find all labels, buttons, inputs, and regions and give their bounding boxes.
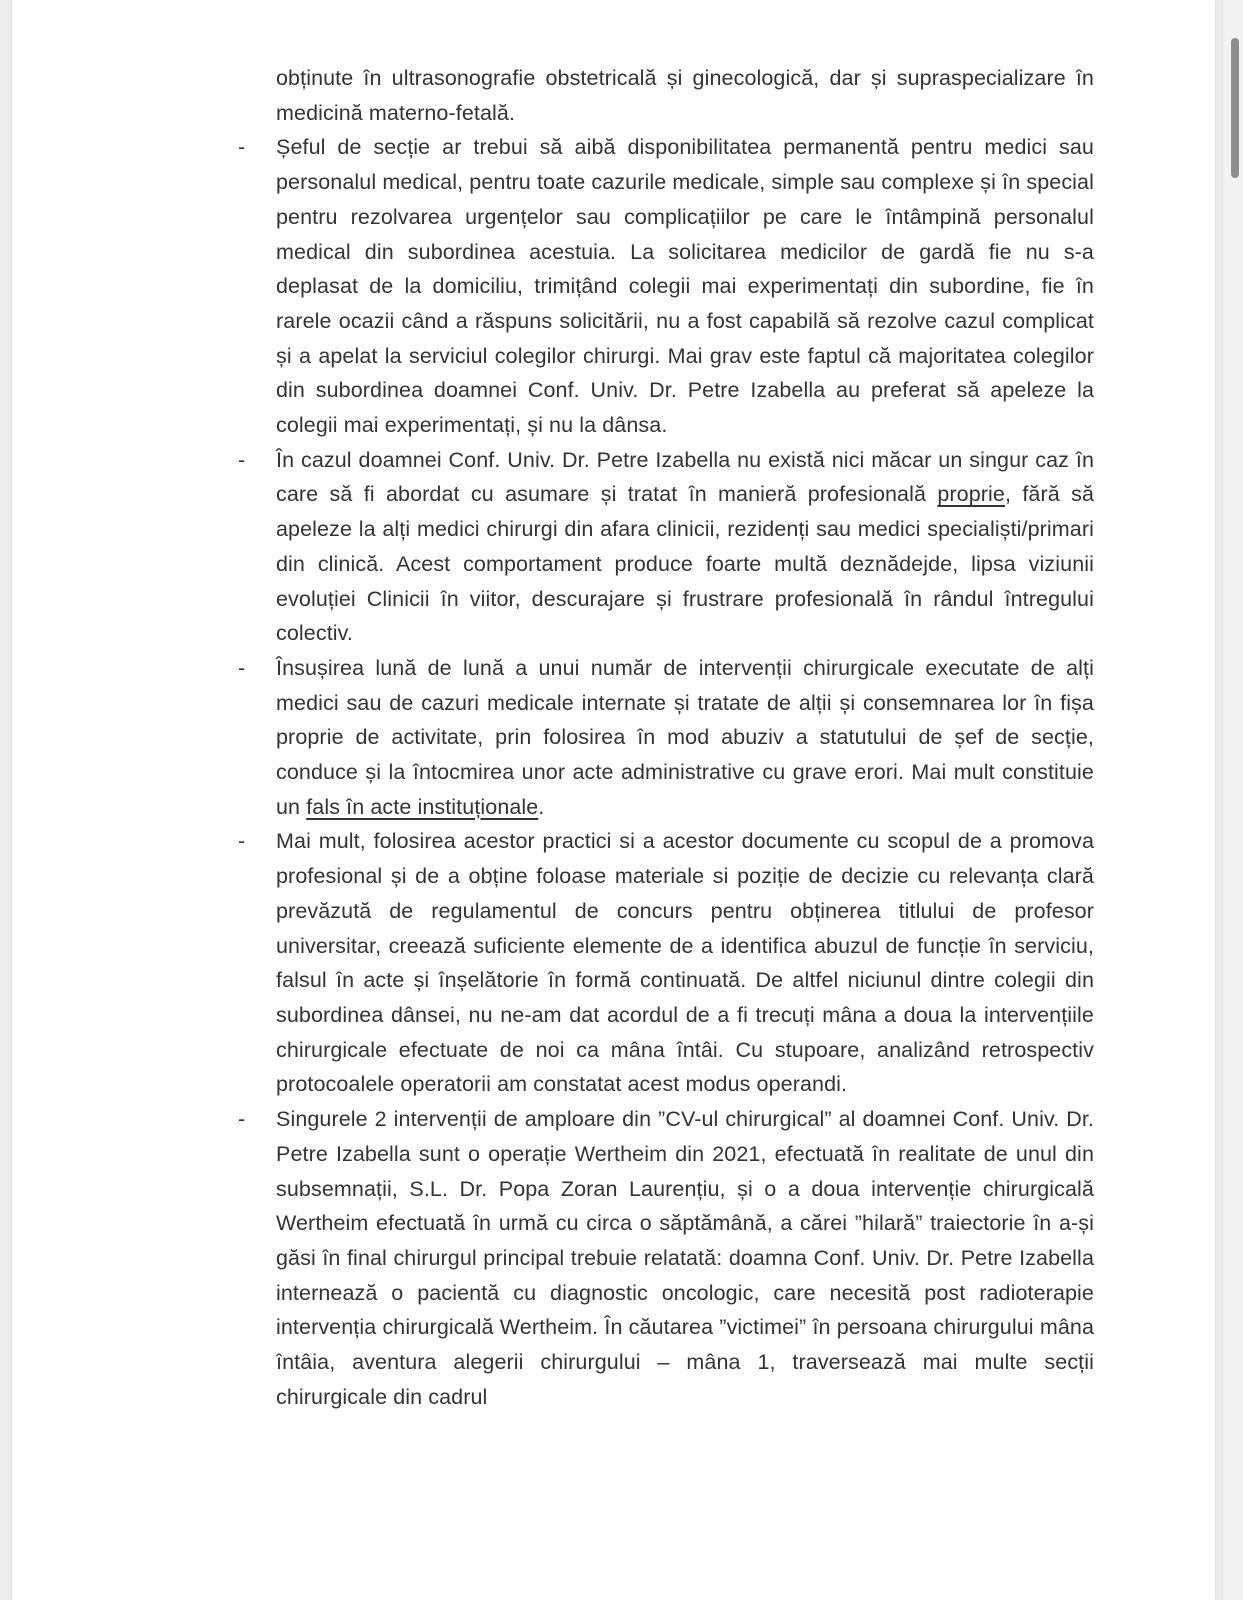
list-item-text: Însușirea lună de lună a unui număr de intervenții chirurgicale executate de alți medici sau de cazuri medicale internate și tratate de alții și consemnarea lor în fișa proprie de activitate, prin folosirea în mod abuziv a statutului de șef de secție, conduce și la întocmirea unor acte administrative cu grave erori. Mai mult constituie un	[276, 655, 1094, 819]
list-item-text: Mai mult, folosirea acestor practici si a acestor documente cu scopul de a promova profesional și de a obține foloase materiale si poziție de decizie cu relevanța clară prevăzută de regulamentul de concurs pentru obținerea titlului de profesor universitar, creează suficiente elemente de a identifica abuzul de funcție în serviciu, falsul în acte și înșelătorie în formă continuată. De altfel niciunul dintre colegii din subordinea dânsei, nu ne-am dat acordul de a fi trecuți mâna a doua la intervențiile chirurgicale efectuate de noi ca mâna întâi. Cu stupoare, analizând retrospectiv protocoalele operatorii am constatat acest modus operandi.	[276, 829, 1094, 1097]
bullet-dash: -	[238, 655, 246, 680]
list-item-text: , fără să apeleze la alți medici chirurgi din afara clinicii, rezidenți sau medici specialiști/primari din clinică. Acest comportament produce foarte multă deznădejde, lipsa viziunii evoluției Clinicii în viitor, descurajare și frustrare profesională în rândul întregului colectiv.	[276, 482, 1094, 646]
bullet-dash: -	[238, 829, 246, 854]
list-item	[238, 443, 1094, 651]
list-item-text: Șeful de secție ar trebui să aibă disponibilitatea permanentă pentru medici sau personalul medical, pentru toate cazurile medicale, simple sau complexe și în special pentru rezolvarea urgențelor sau complicațiilor pe care le întâmpină personalul medical din subordinea acestuia. La solicitarea medicilor de gardă fie nu s-a deplasat de la domiciliu, trimițând colegii mai experimentați din subordine, fie în rarele ocazii când a răspuns solicitării, nu a fost capabilă să rezolve cazul complicat și a apelat la serviciul colegilor chirurgi. Mai grav este faptul că majoritatea colegilor din subordinea doamnei Conf. Univ. Dr. Petre Izabella au preferat să apeleze la colegii mai experimentați, și nu la dânsa.	[276, 135, 1094, 438]
underlined-text: proprie	[937, 482, 1005, 507]
document-page	[12, 0, 1215, 1600]
scrollbar-thumb[interactable]	[1231, 38, 1239, 178]
vertical-scrollbar[interactable]	[1222, 0, 1243, 1600]
document-body	[238, 61, 1094, 1414]
bullet-dash: -	[238, 135, 246, 160]
intro-paragraph: obținute în ultrasonografie obstetricală și ginecologică, dar și supraspecializare în medicină materno-fetală.	[276, 66, 1094, 125]
list-item	[238, 824, 1094, 1102]
list-item-text: În cazul doamnei Conf. Univ. Dr. Petre Izabella nu există nici măcar un singur caz în care să fi abordat cu asumare și tratat în manieră profesională	[276, 447, 1094, 507]
list-item	[238, 130, 1094, 442]
list-item	[238, 651, 1094, 825]
list-item	[238, 1102, 1094, 1414]
list-item-text: Singurele 2 intervenții de amploare din ”CV-ul chirurgical” al doamnei Conf. Univ. Dr. Petre Izabella sunt o operație Wertheim din 2021, efectuată în realitate de unul din subsemnații, S.L. Dr. Popa Zoran Laurențiu, și o a doua intervenție chirurgicală Wertheim efectuată în urmă cu circa o săptămână, a cărei ”hilară” traiectorie în a-și găsi în final chirurgul principal trebuie relatată: doamna Conf. Univ. Dr. Petre Izabella internează o pacientă cu diagnostic oncologic, care necesită post radioterapie intervenția chirurgicală Wertheim. În căutarea ”victimei” în persoana chirurgului mâna întâia, aventura alegerii chirurgului – mâna 1, traversează mai multe secții chirurgicale din cadrul	[276, 1107, 1094, 1409]
bullet-dash: -	[238, 447, 246, 472]
bullet-dash: -	[238, 1107, 246, 1132]
list-item-text: .	[538, 794, 545, 819]
underlined-text: fals în acte instituționale	[306, 794, 539, 819]
